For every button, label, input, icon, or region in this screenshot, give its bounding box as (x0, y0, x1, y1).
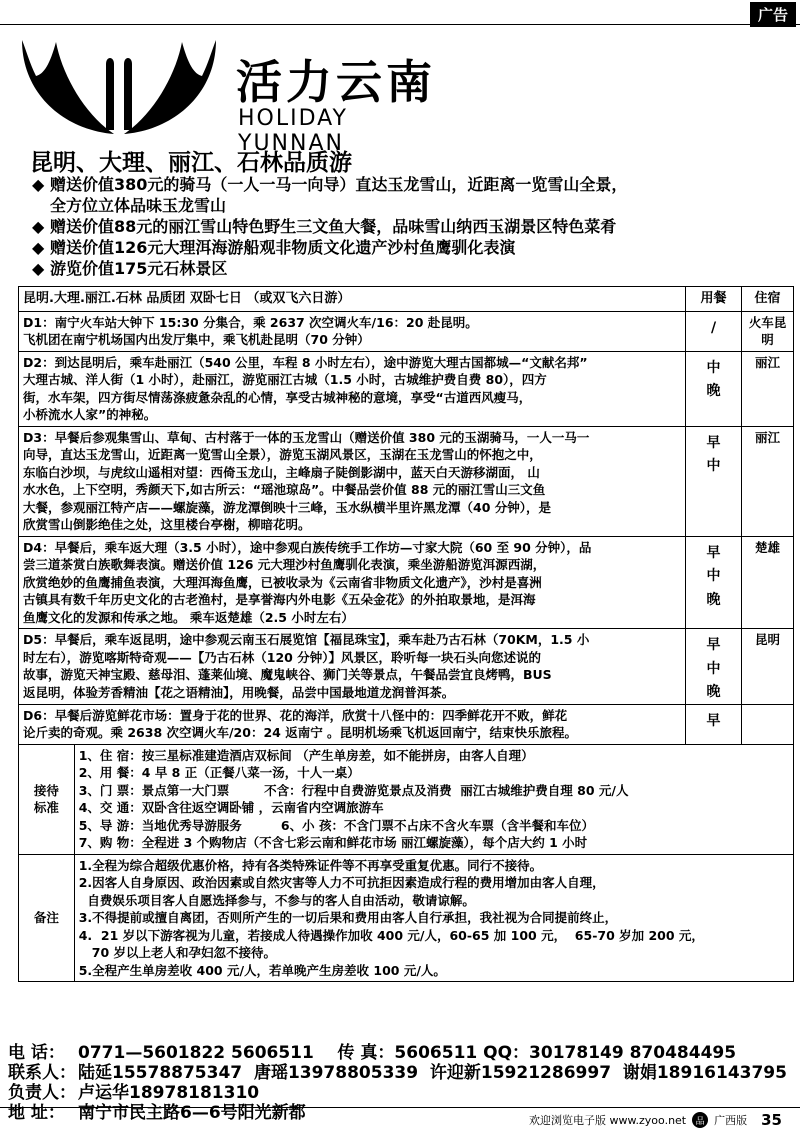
itinerary-day-row (19, 629, 794, 705)
brand-badge-icon: 品 (692, 1112, 708, 1128)
meal-item: / (710, 319, 717, 336)
detail-line: 70 岁以上老人和孕妇忽不接待。 (78, 945, 277, 960)
day-lodging: 火车昆明 (742, 311, 794, 351)
itinerary-day-row (19, 311, 794, 351)
meal-header: 用餐 (686, 287, 742, 312)
detail-line: 2.因客人自身原因、政治因素或自然灾害等人力不可抗拒因素造成行程的费用增加由客人自理， (78, 875, 605, 890)
meal-item: 晚 (706, 383, 721, 399)
day-text-line: 小桥流水人家”的神秘。 (23, 407, 157, 422)
day-text-line: 鱼鹰文化的发源和传承之地。 乘车返楚雄（2.5 小时左右） (23, 609, 354, 625)
page-number: 35 (761, 1111, 782, 1129)
highlight-item: ◆ 游览价值175元石林景区 (32, 259, 228, 278)
day-text-line: 尝三道茶赏白族歌舞表演。赠送价值 126 元大理沙村鱼鹰驯化表演，乘坐游船游览洱源西湖， (23, 557, 546, 572)
diamond-icon: ◆ (32, 175, 45, 194)
day-text-line: 古镇具有数千年历史文化的古老渔村，是享誉海内外电影《五朵金花》的外拍取景地，是洱海 (23, 592, 536, 607)
highlight-item: ◆ 赠送价值88元的丽江雪山特色野生三文鱼大餐，品味雪山纳西玉湖景区特色菜肴 (32, 217, 617, 236)
day-text-line: D4：早餐后，乘车返大理（3.5 小时），途中参观白族传统手工作坊—寸家大院（60 至 90 分钟），品 (23, 539, 592, 555)
meal-item: 早 (706, 712, 721, 729)
day-description (19, 704, 686, 744)
day-lodging (742, 704, 794, 744)
day-text-line: 返昆明，体验芳香精油【花之语精油】，用晚餐，品尝中国最地道龙润普洱茶。 (23, 684, 455, 700)
tour-title: 昆明.大理.丽江.石林 品质团 双卧七日 （或双飞六日游） (19, 287, 686, 312)
day-meals (686, 629, 742, 705)
day-text-line: D1：南宁火车站大钟下 15:30 分集合，乘 2637 次空调火车/16：20 赴昆明。 (23, 314, 478, 330)
day-lodging: 丽江 (742, 351, 794, 426)
contact-key: 地 址： (8, 1103, 65, 1123)
itinerary-day-row (19, 704, 794, 744)
meal-item: 晚 (706, 591, 721, 608)
day-text-line: 大餐，参观丽江特产店——螺旋藻，游龙潭倒映十三峰，玉水纵横半里许黑龙潭（40 分钟），是 (23, 499, 551, 515)
diamond-icon: ◆ (32, 217, 45, 236)
meal-item: 中 (706, 660, 721, 677)
contact-value: 陆延15578875347 唐瑶13978805339 许迎新15921286997 谢娟18916143795 (78, 1063, 787, 1083)
meal-item: 早 (706, 544, 721, 561)
brand-logo (14, 34, 454, 156)
notes-details (74, 854, 793, 982)
contact-row (8, 1083, 787, 1103)
day-text-line: 大理古城、洋人街（1 小时），赴丽江，游览丽江古城（1.5 小时，古城维护费自费 80），四方 (23, 372, 547, 387)
reception-label-part: 接待 (33, 782, 59, 798)
bottom-divider (0, 1107, 800, 1108)
contact-key: 联系人： (8, 1063, 76, 1083)
day-text-line: 向导，直达玉龙雪山，近距离一览雪山全景），游览玉湖风景区，玉湖在玉龙雪山的怀抱之中， (23, 447, 542, 462)
detail-line: 3.不得提前或擅自离团，否则所产生的一切后果和费用由客人自行承担，我社视为合同提前终止， (78, 910, 618, 925)
detail-line: 自费娱乐项目客人自愿选择参与，不参与的客人自由活动，敬请谅解。 (78, 892, 475, 908)
day-lodging: 楚雄 (742, 536, 794, 629)
highlight-item: ◆ 赠送价值380元的骑马（一人一马一向导）直达玉龙雪山，近距离一览雪山全景， (32, 175, 628, 194)
meal-item: 早 (706, 637, 721, 653)
day-description (19, 536, 686, 629)
detail-line: 3、门 票：景点第一大门票 不含：行程中自费游览景点及消费 丽江古城维护费自理 80 元/人 (78, 782, 629, 798)
footer-website: 欢迎浏览电子版 www.zyoo.net (529, 1114, 687, 1127)
day-meals (686, 351, 742, 426)
brand-name-en: HOLIDAY YUNNAN (238, 106, 348, 156)
meal-item: 中 (706, 568, 721, 584)
detail-line: 4. 21 岁以下游客视为儿童，若接成人待遇操作加收 400 元/人，60-65 加 100 元， 65-70 岁加 200 元， (78, 927, 704, 943)
highlight-item: ◆ 赠送价值126元大理洱海游船观非物质文化遗产沙村鱼鹰驯化表演 (32, 238, 516, 257)
day-text-line: 水水色，上下空明，秀颜天下,如古所云：“瑶池琼岛”。中餐品尝价值 88 元的丽江雪山三文鱼 (23, 482, 546, 497)
day-description (19, 426, 686, 536)
day-text-line: D5：早餐后，乘车返昆明，途中参观云南玉石展览馆【福昆珠宝】，乘车赴乃古石林（70KM，1.5 小 (23, 632, 590, 647)
day-text-line: 欣赏雪山倒影绝佳之处，这里楼台亭榭，柳暗花明。 (23, 517, 311, 532)
meal-item: 晚 (706, 684, 721, 700)
day-text-line: 时左右），游览喀斯特奇观——【乃古石林（120 分钟）】风景区，聆听每一块石头向您述说的 (23, 649, 541, 665)
itinerary-day-row (19, 426, 794, 536)
diamond-icon: ◆ (32, 259, 45, 278)
day-text-line: 论斤卖的奇观。乘 2638 次空调火车/20：24 返南宁 。昆明机场乘飞机返回南宁，结束快乐旅程。 (23, 725, 578, 740)
diamond-icon: ◆ (32, 238, 45, 257)
itinerary-day-row (19, 536, 794, 629)
reception-label (19, 744, 75, 854)
meal-item: 中 (706, 359, 721, 376)
reception-details (74, 744, 793, 854)
notes-label: 备注 (19, 854, 75, 982)
wings-logo-icon (14, 34, 224, 140)
headline: 昆明、大理、丽江、石林品质游 (30, 150, 352, 176)
notes-row (19, 854, 794, 982)
detail-line: 5.全程产生单房差收 400 元/人，若单晚产生房差收 100 元/人。 (78, 962, 446, 978)
itinerary-table (18, 286, 794, 982)
footer-edition: 广西版 (714, 1114, 748, 1127)
day-description (19, 311, 686, 351)
detail-line: 1.全程为综合超级优惠价格，持有各类特殊证件等不再享受重复优惠。同行不接待。 (78, 857, 543, 873)
day-text-line: D6：早餐后游览鲜花市场：置身于花的世界、花的海洋，欣赏十八怪中的：四季鲜花开不败，鲜花 (23, 707, 568, 723)
reception-label-part: 标准 (33, 800, 59, 815)
detail-line: 7、购 物：全程进 3 个购物店（不含七彩云南和鲜花市场 丽江螺旋藻），每个店大约 1 小时 (78, 835, 588, 850)
top-divider (0, 24, 800, 25)
detail-line: 5、导 游：当地优秀导游服务 6、小 孩：不含门票不占床不含火车票（含半餐和车位） (78, 817, 594, 833)
contact-value: 南宁市民主路6—6号阳光新都 (78, 1103, 306, 1123)
contact-row (8, 1043, 787, 1063)
day-text-line: 街，水车架，四方街尽情荡涤疲惫杂乱的心情，享受古城神秘的意境，享受“古道西风瘦马， (23, 389, 532, 405)
day-meals (686, 536, 742, 629)
contact-value: 0771—5601822 5606511 传 真：5606511 QQ：30178149 870484495 (78, 1043, 737, 1063)
day-text-line: 东临白沙坝，与虎纹山遥相对望：西倚玉龙山，主峰扇子陡倒影湖中，蓝天白天游移湖面， 山 (23, 464, 540, 480)
page-footer (529, 1111, 782, 1129)
meal-item: 中 (706, 458, 721, 474)
day-meals (686, 426, 742, 536)
day-description (19, 629, 686, 705)
highlight-list (32, 174, 792, 279)
itinerary-day-row (19, 351, 794, 426)
ad-tag: 广告 (750, 2, 796, 27)
detail-line: 1、住 宿：按三星标准建造酒店双标间 （产生单房差，如不能拼房，由客人自理） (78, 747, 534, 763)
stay-header: 住宿 (742, 287, 794, 312)
day-text-line: D2：到达昆明后，乘车赴丽江（540 公里，车程 8 小时左右），途中游览大理古国都城—“文献名邦” (23, 354, 588, 370)
highlight-continuation: 全方位立体品味玉龙雪山 (50, 196, 227, 215)
day-text-line: 欣赏绝妙的鱼鹰捕鱼表演，大理洱海鱼鹰，已被收录为《云南省非物质文化遗产》，沙村是喜洲 (23, 574, 542, 590)
contact-value: 卢运华18978181310 (78, 1083, 260, 1103)
brand-name-cn: 活力云南 (236, 55, 436, 109)
day-text-line: 故事，游览天神宝殿、慈母泪、蓬莱仙境、魔鬼峡谷、狮门关等景点，午餐品尝宜良烤鸭，BUS (23, 667, 552, 682)
day-text-line: 飞机团在南宁机场国内出发厅集中，乘飞机赴昆明（70 分钟） (23, 332, 370, 347)
reception-row (19, 744, 794, 854)
day-text-line: D3：早餐后参观集雪山、草甸、古村落于一体的玉龙雪山（赠送价值 380 元的玉湖骑马，一人一马一 (23, 429, 590, 445)
detail-line: 2、用 餐：4 早 8 正（正餐八菜一汤，十人一桌） (78, 765, 360, 780)
day-meals (686, 311, 742, 351)
day-meals (686, 704, 742, 744)
contact-key: 电 话： (8, 1043, 65, 1063)
day-description (19, 351, 686, 426)
detail-line: 4、交 通：双卧含往返空调卧铺 ，云南省内空调旅游车 (78, 800, 384, 815)
contact-row (8, 1063, 787, 1083)
table-header-row (19, 287, 794, 312)
day-lodging: 昆明 (742, 629, 794, 705)
contact-key: 负责人： (8, 1083, 76, 1103)
meal-item: 早 (706, 434, 721, 451)
day-lodging: 丽江 (742, 426, 794, 536)
